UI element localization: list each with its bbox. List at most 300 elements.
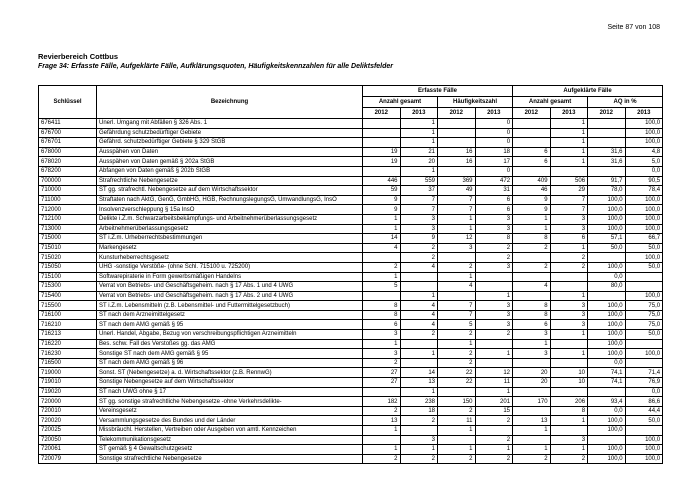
- cell-schluessel: 678000: [39, 147, 97, 157]
- cell-value: 7: [438, 195, 476, 205]
- cell-value: 66,7: [625, 234, 663, 244]
- cell-value: 80,0: [588, 282, 626, 292]
- cell-bezeichnung: Straftaten nach AktG, GenG, GmbHG, HGB, RechnungslegungsG, UmwandlungsG, InsO: [97, 195, 363, 205]
- cell-value: 9: [400, 234, 438, 244]
- cell-value: [588, 253, 626, 263]
- cell-value: 0,0: [625, 166, 663, 176]
- cell-value: [550, 339, 588, 349]
- cell-value: 20: [513, 368, 551, 378]
- table-row: [39, 291, 663, 301]
- cell-bezeichnung: Arbeitnehmerüberlassungsgesetz: [97, 224, 363, 234]
- cell-value: 1: [475, 291, 513, 301]
- cell-value: 3: [550, 435, 588, 445]
- cell-value: 1: [475, 387, 513, 397]
- cell-value: 0: [475, 138, 513, 148]
- cell-bezeichnung: Sonstige Nebengesetze auf dem Wirtschaftssektor: [97, 378, 363, 388]
- cell-value: 90,5: [625, 176, 663, 186]
- cell-value: 2: [400, 454, 438, 464]
- cell-value: 1: [513, 224, 551, 234]
- cell-value: 4: [400, 301, 438, 311]
- cell-value: 2: [475, 435, 513, 445]
- cell-value: 1: [550, 349, 588, 359]
- cell-value: 2: [513, 262, 551, 272]
- cell-value: 29: [550, 186, 588, 196]
- cell-bezeichnung: Abfangen von Daten gemäß § 202b StGB: [97, 166, 363, 176]
- cell-value: 13: [513, 416, 551, 426]
- header-year: 2013: [625, 108, 663, 119]
- page-indicator: Seite 87 von 108: [607, 24, 660, 31]
- cell-value: [400, 272, 438, 282]
- cell-value: [363, 119, 401, 129]
- cell-value: 17: [475, 157, 513, 167]
- cell-value: [513, 272, 551, 282]
- cell-schluessel: 716230: [39, 349, 97, 359]
- cell-value: 75,0: [625, 310, 663, 320]
- cell-value: 3: [438, 243, 476, 253]
- cell-value: [438, 435, 476, 445]
- cell-value: 100,0: [588, 454, 626, 464]
- cell-bezeichnung: Softwarepiraterie in Form gewerbsmäßigen Handelns: [97, 272, 363, 282]
- cell-schluessel: 676701: [39, 138, 97, 148]
- cell-value: [550, 426, 588, 436]
- cell-value: 31: [475, 186, 513, 196]
- cell-schluessel: 719000: [39, 368, 97, 378]
- cell-value: 1: [438, 445, 476, 455]
- question-title: Frage 34: Erfasste Fälle, Aufgeklärte Fälle, Aufklärungsquoten, Häufigkeitskennzahlen für alle Deliktsfelder: [38, 63, 394, 70]
- cell-value: 57,1: [588, 234, 626, 244]
- cell-value: 1: [438, 426, 476, 436]
- cell-bezeichnung: Gefährdung schutzbedürftiger Gebiete: [97, 128, 363, 138]
- cell-value: 11: [475, 378, 513, 388]
- cell-value: 3: [475, 214, 513, 224]
- cell-value: 0,0: [625, 387, 663, 397]
- cell-value: 1: [550, 291, 588, 301]
- cell-value: 100,0: [588, 339, 626, 349]
- cell-value: 27: [363, 368, 401, 378]
- cell-value: [550, 358, 588, 368]
- cell-value: [513, 387, 551, 397]
- cell-bezeichnung: ST gemäß § 4 Gewaltschutzgesetz: [97, 445, 363, 455]
- cell-value: 20: [400, 157, 438, 167]
- cell-schluessel: 720010: [39, 406, 97, 416]
- cell-schluessel: 720025: [39, 426, 97, 436]
- cell-bezeichnung: Unerl. Handel, Abgabe, Bezug von verschreibungspflichtigen Arzneimitteln: [97, 330, 363, 340]
- cell-value: 49: [438, 186, 476, 196]
- cell-value: 7: [550, 205, 588, 215]
- cell-value: 10: [550, 378, 588, 388]
- cell-bezeichnung: ST nach dem AMG gemäß § 96: [97, 358, 363, 368]
- cell-value: [475, 426, 513, 436]
- cell-value: 6: [513, 157, 551, 167]
- table-row: [39, 282, 663, 292]
- cell-bezeichnung: Strafrechtliche Nebengesetze: [97, 176, 363, 186]
- cell-value: 13: [363, 416, 401, 426]
- cell-value: 9: [513, 195, 551, 205]
- cell-bezeichnung: Unerl. Umgang mit Abfällen § 326 Abs. 1: [97, 119, 363, 129]
- cell-value: [625, 339, 663, 349]
- cell-value: 15: [475, 406, 513, 416]
- cell-value: [438, 387, 476, 397]
- cell-value: 0: [475, 128, 513, 138]
- cell-schluessel: 716500: [39, 358, 97, 368]
- cell-value: [588, 119, 626, 129]
- cell-value: [475, 272, 513, 282]
- header-year: 2012: [363, 108, 401, 119]
- cell-value: 201: [475, 397, 513, 407]
- cell-value: 1: [400, 291, 438, 301]
- cell-value: [438, 128, 476, 138]
- table-row: [39, 128, 663, 138]
- table-row: [39, 243, 663, 253]
- cell-bezeichnung: Versammlungsgesetze des Bundes und der Länder: [97, 416, 363, 426]
- cell-value: 21: [400, 147, 438, 157]
- cell-value: 3: [400, 214, 438, 224]
- table-row: [39, 224, 663, 234]
- cell-value: [475, 358, 513, 368]
- cell-value: 2: [363, 262, 401, 272]
- cell-value: [400, 282, 438, 292]
- cell-value: [513, 435, 551, 445]
- cell-value: 3: [475, 320, 513, 330]
- table-row: [39, 387, 663, 397]
- cell-schluessel: 719020: [39, 387, 97, 397]
- cell-schluessel: 720061: [39, 445, 97, 455]
- cell-value: 9: [363, 195, 401, 205]
- cell-value: 1: [550, 128, 588, 138]
- region-title: Revierbereich Cottbus: [38, 52, 119, 61]
- cell-value: 7: [400, 205, 438, 215]
- cell-value: 1: [400, 138, 438, 148]
- cell-schluessel: 716213: [39, 330, 97, 340]
- cell-value: 22: [438, 378, 476, 388]
- cell-schluessel: 719010: [39, 378, 97, 388]
- cell-value: 4: [363, 243, 401, 253]
- cell-bezeichnung: Insolvenzverschleppung § 15a InsO: [97, 205, 363, 215]
- cell-value: 100,0: [588, 214, 626, 224]
- cell-value: 11: [438, 416, 476, 426]
- cell-schluessel: 715100: [39, 272, 97, 282]
- cell-schluessel: 713000: [39, 224, 97, 234]
- cell-value: 2: [550, 262, 588, 272]
- cell-value: 2: [400, 330, 438, 340]
- table-row: [39, 445, 663, 455]
- table-header: [39, 86, 663, 119]
- cell-schluessel: 712100: [39, 214, 97, 224]
- cell-value: 100,0: [625, 291, 663, 301]
- cell-value: 559: [400, 176, 438, 186]
- cell-value: [438, 253, 476, 263]
- cell-value: 50,0: [625, 243, 663, 253]
- header-schluessel: Schlüssel: [39, 86, 97, 119]
- cell-value: 2: [400, 253, 438, 263]
- cell-value: [400, 426, 438, 436]
- table-row: [39, 262, 663, 272]
- table-row: [39, 195, 663, 205]
- table-row: [39, 119, 663, 129]
- cell-value: [588, 138, 626, 148]
- cell-value: 3: [475, 224, 513, 234]
- cell-value: 74,1: [588, 378, 626, 388]
- cell-value: 7: [438, 205, 476, 215]
- cell-value: 1: [475, 349, 513, 359]
- cell-value: 1: [363, 272, 401, 282]
- cell-value: [588, 387, 626, 397]
- cell-value: 3: [363, 330, 401, 340]
- cell-value: 3: [550, 214, 588, 224]
- cell-value: 2: [550, 454, 588, 464]
- cell-value: 100,0: [588, 301, 626, 311]
- cell-bezeichnung: Sonstige strafrechtliche Nebengesetze: [97, 454, 363, 464]
- cell-value: [588, 435, 626, 445]
- cell-schluessel: 716100: [39, 310, 97, 320]
- cell-value: 5: [438, 320, 476, 330]
- cell-value: 4: [438, 282, 476, 292]
- cell-value: [513, 358, 551, 368]
- cell-value: 2: [400, 243, 438, 253]
- cell-value: 13: [400, 378, 438, 388]
- cell-bezeichnung: ST i.Z.m. Lebensmitteln (z.B. Lebensmittel- und Futtermittelgesetzbuch): [97, 301, 363, 311]
- cell-value: [475, 282, 513, 292]
- table-row: [39, 397, 663, 407]
- cell-value: 1: [513, 339, 551, 349]
- cell-schluessel: 720050: [39, 435, 97, 445]
- cell-bezeichnung: ST nach dem Arzneimittelgesetz: [97, 310, 363, 320]
- cell-value: 18: [475, 147, 513, 157]
- cell-value: [550, 272, 588, 282]
- cell-value: 6: [513, 147, 551, 157]
- cell-value: 5,0: [625, 157, 663, 167]
- cell-value: 37: [400, 186, 438, 196]
- cell-value: 78,4: [625, 186, 663, 196]
- cell-schluessel: 715400: [39, 291, 97, 301]
- table-row: [39, 157, 663, 167]
- cell-value: [625, 358, 663, 368]
- cell-schluessel: 715050: [39, 262, 97, 272]
- cell-schluessel: 715000: [39, 234, 97, 244]
- cell-value: 12: [475, 368, 513, 378]
- cell-value: [400, 358, 438, 368]
- table-row: [39, 368, 663, 378]
- cell-schluessel: 715300: [39, 282, 97, 292]
- cell-value: 2: [513, 243, 551, 253]
- cell-value: 2: [363, 358, 401, 368]
- cell-value: [588, 128, 626, 138]
- cell-bezeichnung: Sonst. ST (Nebengesetze) a. d. Wirtschaftssektor (z.B. RennwG): [97, 368, 363, 378]
- cell-value: 10: [550, 368, 588, 378]
- statistics-table: [38, 85, 663, 464]
- cell-schluessel: 720000: [39, 397, 97, 407]
- cell-value: 0: [475, 119, 513, 129]
- cell-value: 16: [438, 147, 476, 157]
- cell-bezeichnung: Ausspähen von Daten gemäß § 202a StGB: [97, 157, 363, 167]
- cell-value: 75,0: [625, 301, 663, 311]
- header-year: 2012: [438, 108, 476, 119]
- table-row: [39, 186, 663, 196]
- cell-value: [363, 291, 401, 301]
- cell-value: 71,4: [625, 368, 663, 378]
- cell-value: 3: [513, 330, 551, 340]
- cell-value: 31,6: [588, 147, 626, 157]
- cell-value: 50,0: [625, 262, 663, 272]
- cell-value: 7: [438, 310, 476, 320]
- cell-bezeichnung: Verrat von Betriebs- und Geschäftsgeheim. nach § 17 Abs. 1 und 4 UWG: [97, 282, 363, 292]
- table-row: [39, 426, 663, 436]
- cell-value: 1: [363, 214, 401, 224]
- header-year: 2012: [588, 108, 626, 119]
- cell-value: [513, 128, 551, 138]
- cell-value: [438, 138, 476, 148]
- cell-value: [625, 426, 663, 436]
- cell-value: [513, 138, 551, 148]
- cell-value: 100,0: [625, 119, 663, 129]
- cell-value: [438, 166, 476, 176]
- cell-value: 3: [550, 224, 588, 234]
- cell-bezeichnung: Telekommunikationsgesetz: [97, 435, 363, 445]
- cell-value: 2: [513, 454, 551, 464]
- cell-value: 100,0: [588, 416, 626, 426]
- cell-value: 1: [550, 147, 588, 157]
- cell-value: 4: [513, 282, 551, 292]
- cell-value: 50,0: [588, 243, 626, 253]
- cell-bezeichnung: ST gg. strafrechtl. Nebengesetze auf dem Wirtschaftssektor: [97, 186, 363, 196]
- cell-value: [513, 406, 551, 416]
- cell-value: 1: [400, 445, 438, 455]
- cell-value: 27: [363, 378, 401, 388]
- cell-value: 19: [363, 157, 401, 167]
- cell-value: [625, 272, 663, 282]
- cell-value: 1: [550, 138, 588, 148]
- cell-value: 100,0: [625, 435, 663, 445]
- cell-value: 100,0: [588, 320, 626, 330]
- cell-value: 2: [550, 253, 588, 263]
- cell-value: [588, 166, 626, 176]
- cell-value: [550, 282, 588, 292]
- cell-value: 16: [438, 157, 476, 167]
- cell-value: [363, 435, 401, 445]
- cell-value: 3: [400, 435, 438, 445]
- cell-value: 3: [475, 262, 513, 272]
- cell-value: 100,0: [625, 205, 663, 215]
- cell-schluessel: 711000: [39, 195, 97, 205]
- cell-value: 9: [363, 205, 401, 215]
- cell-value: 100,0: [588, 349, 626, 359]
- table-row: [39, 339, 663, 349]
- cell-value: 1: [363, 224, 401, 234]
- cell-value: 1: [513, 445, 551, 455]
- cell-value: 3: [550, 320, 588, 330]
- cell-schluessel: 720020: [39, 416, 97, 426]
- cell-schluessel: 676411: [39, 119, 97, 129]
- cell-value: 100,0: [588, 310, 626, 320]
- cell-value: 2: [475, 253, 513, 263]
- cell-value: 3: [550, 310, 588, 320]
- cell-schluessel: 716210: [39, 320, 97, 330]
- cell-value: 100,0: [625, 195, 663, 205]
- cell-value: [513, 119, 551, 129]
- header-year: 2013: [550, 108, 588, 119]
- cell-value: 18: [400, 406, 438, 416]
- cell-value: 86,6: [625, 397, 663, 407]
- cell-value: 182: [363, 397, 401, 407]
- cell-value: 206: [550, 397, 588, 407]
- header-anzahl-gesamt-erfasst: Anzahl gesamt: [363, 97, 438, 108]
- cell-value: 8: [363, 310, 401, 320]
- cell-value: 100,0: [588, 262, 626, 272]
- cell-value: 3: [363, 349, 401, 359]
- cell-value: 12: [438, 234, 476, 244]
- cell-bezeichnung: UHG -sonstige Verstöße- (ohne Schl. 715100 u. 725200): [97, 262, 363, 272]
- cell-value: 506: [550, 176, 588, 186]
- cell-value: [363, 138, 401, 148]
- cell-value: 0,0: [588, 358, 626, 368]
- cell-value: 6: [550, 234, 588, 244]
- cell-value: [513, 291, 551, 301]
- cell-value: 100,0: [625, 138, 663, 148]
- cell-value: 472: [475, 176, 513, 186]
- cell-value: 1: [400, 387, 438, 397]
- cell-value: 100,0: [588, 205, 626, 215]
- cell-value: 3: [550, 301, 588, 311]
- cell-bezeichnung: Missbräuchl. Herstellen, Vertreiben oder Ausgeben von amtl. Kennzeichen: [97, 426, 363, 436]
- cell-value: 8: [550, 406, 588, 416]
- cell-bezeichnung: ST gg. sonstige strafrechtliche Nebengesetze -ohne Verkehrsdelikte-: [97, 397, 363, 407]
- cell-value: 0,0: [588, 406, 626, 416]
- cell-value: 1: [400, 119, 438, 129]
- cell-bezeichnung: Kunsturheberrechtsgesetz: [97, 253, 363, 263]
- cell-value: 6: [475, 205, 513, 215]
- cell-value: 8: [513, 310, 551, 320]
- cell-value: 91,7: [588, 176, 626, 186]
- cell-value: [625, 282, 663, 292]
- table-row: [39, 205, 663, 215]
- cell-value: 4: [400, 262, 438, 272]
- header-year: 2013: [400, 108, 438, 119]
- cell-value: 74,1: [588, 368, 626, 378]
- cell-value: 4: [400, 320, 438, 330]
- cell-bezeichnung: Markengesetz: [97, 243, 363, 253]
- table-row: [39, 166, 663, 176]
- header-bezeichnung: Bezeichnung: [97, 86, 363, 119]
- cell-value: 1: [550, 119, 588, 129]
- cell-value: 31,6: [588, 157, 626, 167]
- cell-value: 100,0: [625, 128, 663, 138]
- cell-value: 0: [475, 166, 513, 176]
- cell-bezeichnung: ST nach dem AMG gemäß § 95: [97, 320, 363, 330]
- cell-value: 170: [513, 397, 551, 407]
- table-row: [39, 138, 663, 148]
- cell-value: 1: [363, 445, 401, 455]
- cell-value: [588, 291, 626, 301]
- cell-schluessel: 715010: [39, 243, 97, 253]
- cell-value: 1: [363, 339, 401, 349]
- cell-value: 1: [400, 166, 438, 176]
- cell-value: 2: [438, 349, 476, 359]
- cell-value: [475, 339, 513, 349]
- cell-value: 100,0: [588, 426, 626, 436]
- table-row: [39, 253, 663, 263]
- table-row: [39, 310, 663, 320]
- cell-value: 3: [513, 349, 551, 359]
- cell-value: 3: [400, 224, 438, 234]
- cell-value: 1: [438, 224, 476, 234]
- header-aq-in-prozent: AQ in %: [588, 97, 663, 108]
- header-anzahl-gesamt-aufgeklaert: Anzahl gesamt: [513, 97, 588, 108]
- table-row: [39, 406, 663, 416]
- cell-value: 1: [550, 416, 588, 426]
- cell-schluessel: 716220: [39, 339, 97, 349]
- cell-value: 14: [363, 234, 401, 244]
- cell-value: 2: [438, 330, 476, 340]
